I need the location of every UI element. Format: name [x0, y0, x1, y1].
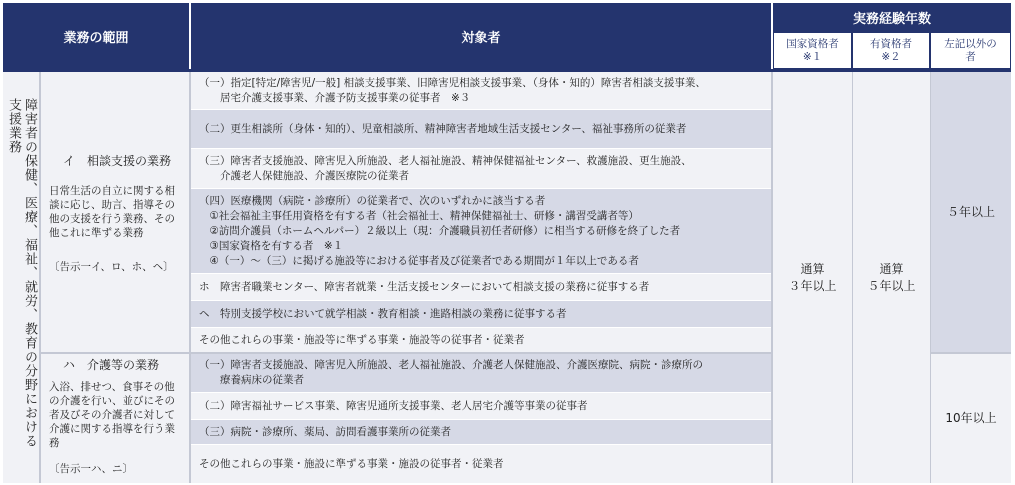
divider — [930, 72, 931, 483]
table-row: （四）医療機関（病院・診療所）の従業者で、次のいずれかに該当する者 ①社会福祉主事任用資格を有する者（社会福祉士、精神保健福祉士、研修・講習受講者等） ②訪問介護員（ホームヘルパー）２級以上（現：介護職員初任者研修）に相当する研修を終了した者 ③国家資格を有する者 ※１ ④（一）～（三）に掲げる施設等における従事者及び従業者である期間が１年以上である者 — [191, 189, 771, 273]
table-row: （二）更生相談所（身体・知的）、児童相談所、精神障害者地域生活支援センター、福祉事務所の従業者 — [191, 110, 771, 148]
field-column — [3, 72, 39, 483]
experience-national: 通算 ３年以上 — [773, 72, 852, 483]
divider — [771, 72, 773, 483]
header-target: 対象者 — [191, 3, 771, 69]
subheader-national: 国家資格者 ※１ — [773, 32, 852, 69]
table-row: ヘ 特別支援学校において就学相談・教育相談・進路相談の業務に従事する者 — [191, 301, 771, 327]
table-row: その他これらの事業・施設に準ずる事業・施設の従事者・従業者 — [191, 445, 771, 483]
table-row: （二）障害福祉サービス事業、障害児通所支援事業、老人居宅介護等事業の従事者 — [191, 393, 771, 419]
experience-qualified: 通算 ５年以上 — [853, 72, 930, 483]
subheader-qualified: 有資格者 ※２ — [852, 32, 930, 69]
section-care-ref: 〔告示一ハ、ニ〕 — [49, 463, 133, 475]
header-experience: 実務経験年数 — [773, 3, 1011, 32]
experience-other-consult: ５年以上 — [931, 72, 1011, 352]
field-label: 障害者の保健、医療、福祉、就労、教育の分野における支援業務 — [6, 97, 37, 448]
experience-other-care: 10年以上 — [931, 354, 1011, 483]
header-scope: 業務の範囲 — [3, 3, 189, 69]
table-row: （一）障害者支援施設、障害児入所施設、老人福祉施設、介護老人保健施設、介護医療院、病院・診療所の 療養病床の従業者 — [191, 354, 771, 392]
divider — [852, 72, 853, 483]
divider — [41, 352, 771, 354]
table-row: （一）指定[特定/障害児/一般] 相談支援事業、旧障害児相談支援事業、（身体・知的）障害者相談支援事業、 居宅介護支援事業、介護予防支援事業の従事者 ※３ — [191, 72, 771, 109]
section-consult-desc: 日常生活の自立に関する相 談に応じ、助言、指導その 他の支援を行う業務、その 他これに準ずる業務 — [49, 185, 175, 239]
section-consult — [41, 72, 189, 352]
divider — [39, 72, 41, 483]
table-row: （三）病院・診療所、薬局、訪問看護事業所の従業者 — [191, 420, 771, 444]
section-consult-ref: 〔告示一イ、ロ、ホ、ヘ〕 — [49, 261, 174, 273]
divider — [931, 352, 1011, 354]
section-care-desc: 入浴、排せつ、食事その他 の介護を行い、並びにその 者及びその介護者に対して 介護に関する指導を行う業 務 — [49, 381, 175, 449]
table-row: その他これらの事業・施設等に準ずる事業・施設等の従事者・従業者 — [191, 328, 771, 352]
divider — [189, 72, 191, 483]
section-consult-title: イ 相談支援の業務 — [63, 154, 172, 168]
section-care-title: ハ 介護等の業務 — [63, 358, 160, 372]
table-row: （三）障害者支援施設、障害児入所施設、老人福祉施設、精神保健福祉センター、救護施設、更生施設、 介護老人保健施設、介護医療院の従業者 — [191, 149, 771, 188]
subheader-other: 左記以外の 者 — [930, 32, 1011, 69]
section-care — [41, 354, 189, 483]
table-row: ホ 障害者職業センター、障害者就業・生活支援センターにおいて相談支援の業務に従事する者 — [191, 274, 771, 300]
